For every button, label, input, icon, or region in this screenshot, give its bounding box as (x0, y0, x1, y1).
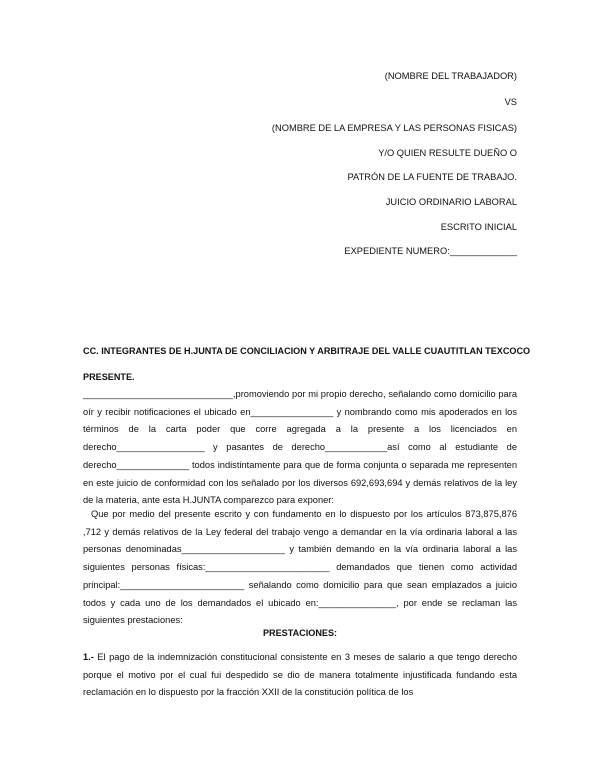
trial-type-line: JUICIO ORDINARIO LABORAL (385, 197, 517, 207)
owner-line: Y/O QUIEN RESULTE DUEÑO O (378, 148, 517, 158)
paragraph-intro: _____________________________,promoviendo por mi propio derecho, señalando como domicilio para oír y recibir notificaciones el ubicado en________________ y nombrando como mis apoderados en los términos de la carta poder que corre agregada a la presente a los licenciados en derecho_________________ y pasantes de derecho____________así como al estudiante de derecho______________ todos indistintamente para que de forma conjunta o separada me representen en este juicio de conformidad con los señalado por los diversos 692,693,694 y demás relativos de la ley de la materia, ante esta H.JUNTA comparezco para exponer: (83, 389, 517, 506)
versus-line: VS (504, 97, 517, 107)
case-number-line: EXPEDIENTE NUMERO:_____________ (344, 246, 517, 256)
document-type-line: ESCRITO INICIAL (440, 222, 517, 232)
employer-line: PATRÓN DE LA FUENTE DE TRABAJO. (347, 172, 517, 182)
item-number: 1.- (83, 652, 94, 662)
prestacion-item-1 (83, 649, 517, 702)
paragraph-claim: Que por medio del presente escrito y con fundamento en lo dispuesto por los artículos 873,875,876 ,712 y demás relativos de la Ley federal del trabajo vengo a demandar en la vía ordinaria laboral a las personas denominadas____________________ y también demando en la vía ordinaria laboral a las siguientes personas físicas:________________________ demandados que tienen como actividad principal:________________________ señalando como domicilio para que sean emplazados a juicio todos y cada uno de los demandados el ubicado en:_______________, por ende se reclaman las siguientes prestaciones: (83, 509, 517, 626)
worker-name-line: (NOMBRE DEL TRABAJADOR) (384, 71, 517, 81)
addressee-heading: CC. INTEGRANTES DE H.JUNTA DE CONCILIACION Y ARBITRAJE DEL VALLE CUAUTITLAN TEXCOCO (83, 346, 531, 356)
presente-heading: PRESENTE. (83, 372, 135, 382)
prestaciones-heading: PRESTACIONES: (262, 628, 338, 638)
company-name-line: (NOMBRE DE LA EMPRESA Y LAS PERSONAS FISICAS) (271, 123, 517, 133)
item-text: El pago de la indemnización constitucional consistente en 3 meses de salario a que tengo derecho porque el motivo por el cual fui despedido se dio de manera totalmente injustificada fundando esta reclamación en lo dispuesto por la fracción XXII de la constitución política de los (83, 652, 517, 698)
